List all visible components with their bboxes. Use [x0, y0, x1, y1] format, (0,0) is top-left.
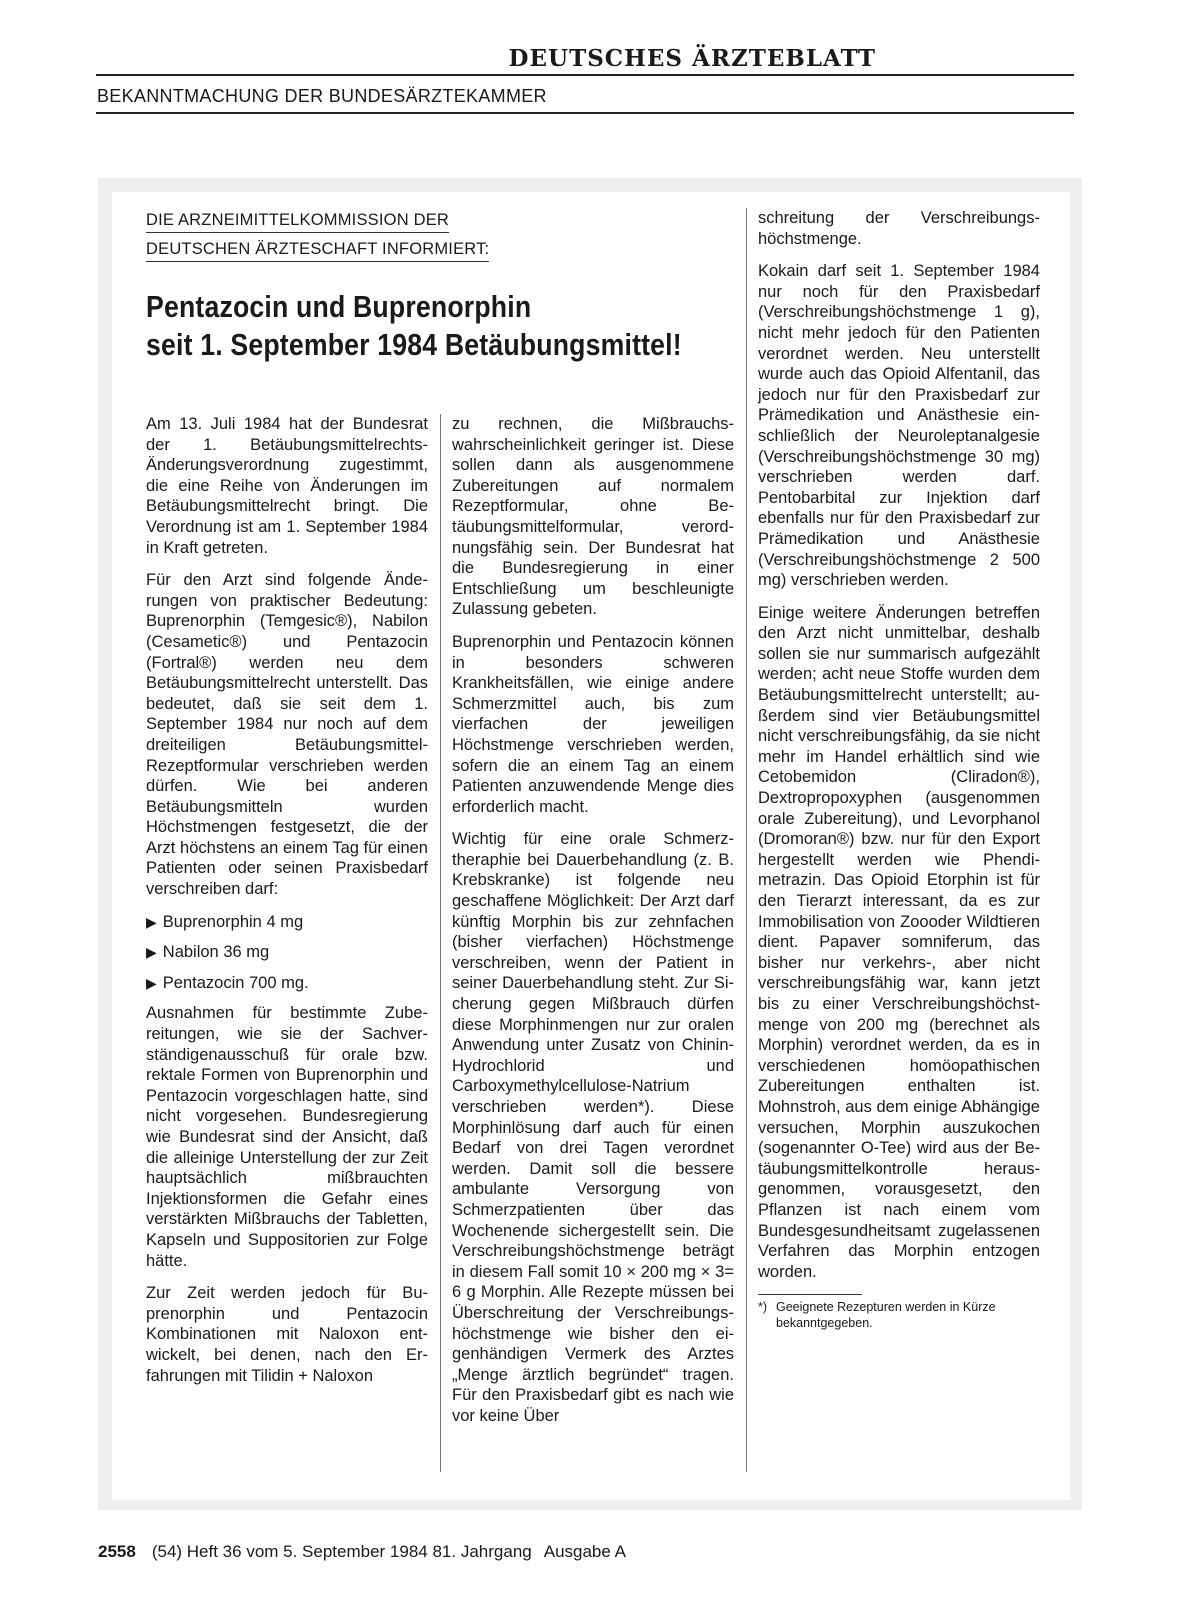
section-title: BEKANNTMACHUNG DER BUNDESÄRZTEKAMMER: [97, 86, 547, 106]
page-number: 2558: [98, 1542, 136, 1561]
column-divider: [746, 208, 747, 1472]
list-item: [146, 942, 428, 963]
kicker-line-1: DIE ARZNEIMITTELKOMMISSION DER: [146, 208, 449, 233]
paragraph: Ausnahmen für bestimmte Zubereitungen, wie sie der Sachverständigenausschuß für orale bzw. rektale Formen von Buprenorphin und Pentazocin vorgeschlagen hatte, sind nicht vorgesehen. Bundesregierung wie Bundesrat sind der Ansicht, daß die alleinige Unterstellung der zur Zeit hauptsächlich mißbrauchten Injektionsformen die Gefahr eines verstärkten Mißbrauchs der Tabletten, Kapseln und Suppositorien zur Folge hätte.: [146, 1004, 428, 1270]
paragraph: Für den Arzt sind folgende Änderungen von praktischer Bedeutung: Buprenorphin (Temgesic®), Nabilon (Cesametic®) und Pentazocin (Fortral®) werden neu dem Betäubungsmittelrecht unterstellt. Das bedeutet, daß sie seit dem 1. September 1984 nur noch auf dem dreiteiligen Betäubungsmittel-Rezeptformular verschrieben werden dürfen. Wie bei anderen Betäubungsmitteln wurden Höchstmengen festgesetzt, die der Arzt höchstens an einem Tag für einen Patienten oder seinen Praxisbedarf verschreiben darf:: [146, 571, 428, 899]
paragraph: Kokain darf seit 1. September 1984 nur noch für den Praxisbedarf (Verschreibungshöchstmenge 1 g), nicht mehr jedoch für den Patienten verordnet werden. Neu unterstellt wurde auch das Opioid Alfentanil, das jedoch nur für den Praxisbedarf zur Prämedikation und Anästhesie einschließlich der Neuroleptanalgesie (Verschreibungshöchstmenge 30 mg) verschrieben werden darf. Pentobarbital zur Injektion darf ebenfalls nur für den Praxisbedarf zur Prämedikation und Anästhesie (Verschreibungshöchstmenge 2 500 mg) verschrieben werden.: [758, 262, 1040, 590]
paragraph: Zur Zeit werden jedoch für Buprenorphin und Pentazocin Kombinationen mit Naloxon entwickelt, bei denen, nach den Erfahrungen mit Tilidin + Naloxon: [146, 1284, 428, 1385]
section-rule: [96, 112, 1074, 114]
journal-title: DEUTSCHES ÄRZTEBLATT: [508, 45, 876, 72]
paragraph: Wichtig für eine orale Schmerztheraphie bei Dauerbehandlung (z. B. Krebskranke) ist folgende neu geschaffene Möglichkeit: Der Arzt darf künftig Morphin bis zur zehnfachen (bisher vierfachen) Höchstmenge verschreiben, wenn der Patient in seiner Dauerbehandlung steht. Zur Sicherung gegen Mißbrauch dürfen diese Morphinmengen nur zur oralen Anwendung unter Zusatz von Chinin-Hydrochlorid und Carboxymethylcellulose-Natrium verschrieben werden*). Diese Morphinlösung darf auch für einen Bedarf von drei Tagen verordnet werden. Damit soll die bessere ambulante Versorgung von Schmerzpatienten über das Wochenende sichergestellt sein. Die Verschreibungshöchstmenge beträgt in diesem Fall somit 10 × 200 mg × 3= 6 g Morphin. Alle Rezepte müssen bei Überschreitung der Verschreibungshöchstmenge wie bisher den eigenhändigen Vermerk des Arztes „Menge ärztlich begründet“ tragen. Für den Praxisbedarf gibt es nach wie vor keine Über: [452, 830, 734, 1425]
page-footer: [98, 1541, 626, 1563]
column-divider: [440, 414, 441, 1472]
paragraph: zu rechnen, die Mißbrauchswahrscheinlichkeit geringer ist. Diese sollen dann als ausgenommene Zubereitungen auf normalem Rezeptformular, ohne Betäubungsmittelformular, verordnungsfähig sein. Der Bundesrat hat die Bundesregierung in einer Entschließung um beschleunigte Zulassung gebeten.: [452, 415, 734, 619]
article-headline: [146, 288, 682, 364]
article-kicker: [146, 208, 586, 266]
triangle-bullet-icon: ▶: [146, 974, 157, 991]
footnote-mark: *): [758, 1300, 768, 1315]
headline-line-2: seit 1. September 1984 Betäubungsmittel!: [146, 327, 682, 362]
list-item-text: Buprenorphin 4 mg: [162, 912, 304, 931]
paragraph: Buprenorphin und Pentazocin können in besonders schweren Krankheitsfällen, wie einige andere Schmerzmittel auch, bis zum vierfachen der jeweiligen Höchstmenge verschrieben werden, sofern die an einem Tag an einem Patienten anzuwendende Menge dies erforderlich macht.: [452, 632, 734, 816]
kicker-line-2: DEUTSCHEN ÄRZTESCHAFT INFORMIERT:: [146, 237, 489, 262]
header-rule: [96, 74, 1074, 76]
list-item-text: Nabilon 36 mg: [162, 943, 270, 962]
footnote: [758, 1299, 1040, 1331]
paragraph: schreitung der Verschreibungshöchstmenge.: [758, 209, 1040, 248]
paragraph: Einige weitere Änderungen betreffen den Arzt nicht unmittelbar, deshalb sollen sie nur summarisch aufgezählt werden; acht neue Stoffe wurden dem Betäubungsmittelrecht unterstellt; außerdem sind vier Betäubungsmittel nicht verschreibungsfähig, da sie nicht mehr im Handel erhältlich sind wie Cetobemidon (Cliradon®), Dextropropoxyphen (ausgenommen orale Zubereitung), und Levorphanol (Dromoran®) bzw. nur für den Export hergestellt werden wie Phendimetrazin. Das Opioid Etorphin ist für den Tierarzt interessant, da es zur Immobilisation von Zoooder Wildtieren dient. Papaver somniferum, das bisher nur verkehrs-, aber nicht verschreibungsfähig war, kann jetzt bis zu einer Verschreibungshöchstmenge von 200 mg (berechnet als Morphin) verordnet werden, da es in verschiedenen homöopathischen Zubereitungen enthalten ist. Mohnstroh, aus dem einige Abhängige versuchen, Morphin auszukochen (sogenannter O-Tee) wird aus der Betäubungsmittelkontrolle herausgenommen, vorausgesetzt, den Pflanzen ist nach einem vom Bundesgesundheitsamt zugelassenen Verfahren das Morphin entzogen worden.: [758, 603, 1040, 1281]
column-2: [452, 414, 734, 1439]
edition-label: Ausgabe A: [543, 1542, 626, 1561]
masthead: [96, 46, 1074, 114]
triangle-bullet-icon: ▶: [146, 944, 157, 961]
headline-line-1: Pentazocin und Buprenorphin: [146, 289, 532, 324]
paragraph: Am 13. Juli 1984 hat der Bundesrat der 1. Betäubungsmittelrechts-Änderungsverordnung zugestimmt, die eine Reihe von Änderungen im Betäubungsmittelrecht bringt. Die Verordnung ist am 1. September 1984 in Kraft getreten.: [146, 415, 428, 557]
footnote-text: Geeignete Rezepturen werden in Kürze bekanntgegeben.: [776, 1300, 996, 1331]
list-item: [146, 912, 428, 933]
issue-info: (54) Heft 36 vom 5. September 1984 81. Jahrgang: [151, 1542, 532, 1561]
column-1: [146, 414, 428, 1398]
footnote-rule: [758, 1294, 862, 1295]
triangle-bullet-icon: ▶: [146, 913, 157, 930]
column-3: [758, 208, 1040, 1331]
list-item: [146, 973, 428, 994]
list-item-text: Pentazocin 700 mg.: [162, 973, 309, 992]
